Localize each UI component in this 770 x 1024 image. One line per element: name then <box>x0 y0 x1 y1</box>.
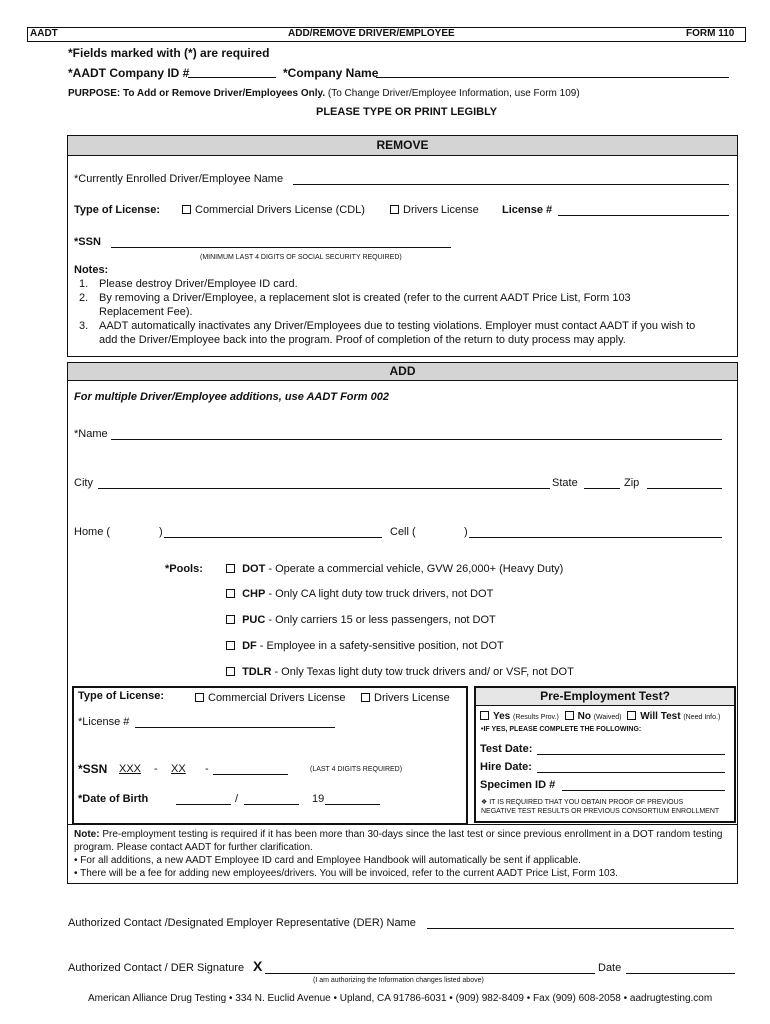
remove-dl-option[interactable] <box>390 204 479 216</box>
pool-tdlr-option[interactable] <box>226 666 574 678</box>
signature-date-field[interactable] <box>626 973 735 974</box>
proof-note-2: NEGATIVE TEST RESULTS OR PREVIOUS CONSORTIUM ENROLLMENT <box>481 808 720 815</box>
state-label: State <box>552 477 578 489</box>
city-label: City <box>74 477 93 489</box>
footer-address: American Alliance Drug Testing • 334 N. Euclid Avenue • Upland, CA 91786-6031 • (909) 982-8409 • Fax (909) 608-2058 • aadrugtesting.com <box>88 993 713 1004</box>
remove-license-num-field[interactable] <box>558 215 729 216</box>
add-dl-option[interactable] <box>361 692 450 704</box>
enrolled-name-label: *Currently Enrolled Driver/Employee Name <box>74 173 284 185</box>
pre-yes-checkbox[interactable] <box>480 711 489 720</box>
add-license-type-label: Type of License: <box>78 690 164 702</box>
pool-puc-checkbox[interactable] <box>226 615 235 624</box>
company-id-field[interactable] <box>188 77 276 78</box>
footnote-note-bold: Note: <box>74 829 100 840</box>
test-date-label: Test Date: <box>480 743 533 755</box>
footnote-line-3: • For all additions, a new AADT Employee ID card and Employee Handbook will automatically be sent if applicable. <box>74 855 581 866</box>
remove-ssn-hint: (MINIMUM LAST 4 DIGITS OF SOCIAL SECURITY REQUIRED) <box>200 254 402 261</box>
pre-will-checkbox[interactable] <box>627 711 636 720</box>
add-cdl-label: Commercial Drivers License <box>208 692 346 704</box>
notes-title: Notes: <box>74 264 109 276</box>
proof-note-1: ❖ IT IS REQUIRED THAT YOU OBTAIN PROOF OF PREVIOUS <box>481 799 684 806</box>
home-phone-label: Home ( <box>74 526 111 538</box>
date-label: Date <box>598 962 622 974</box>
footnote-line-1-text: Pre-employment testing is required if it has been more than 30-days since the last test or since previous enrollment in a DOT random testing <box>99 829 723 840</box>
pre-will-hint: (Need Info.) <box>683 714 721 721</box>
pool-df-option[interactable] <box>226 640 504 652</box>
footnote-line-2: program. Please contact AADT for further clarification. <box>74 842 313 853</box>
enrolled-name-field[interactable] <box>293 184 729 185</box>
cell-phone-label: Cell ( <box>390 526 416 538</box>
pool-puc-desc: - Only carriers 15 or less passengers, not DOT <box>265 614 496 626</box>
add-cdl-checkbox[interactable] <box>195 693 204 702</box>
add-dl-checkbox[interactable] <box>361 693 370 702</box>
home-phone-close: ) <box>159 526 163 538</box>
legibly-note: PLEASE TYPE OR PRINT LEGIBLY <box>316 106 498 118</box>
pre-test-options <box>480 711 720 722</box>
pool-puc-code: PUC <box>242 614 266 626</box>
required-note: *Fields marked with (*) are required <box>68 46 270 60</box>
hire-date-label: Hire Date: <box>480 761 532 773</box>
add-ssn-dash-2: - <box>205 763 209 775</box>
remove-ssn-field[interactable] <box>111 247 451 248</box>
pool-chp-code: CHP <box>242 588 266 600</box>
signature-label: Authorized Contact / DER Signature <box>68 962 245 974</box>
test-date-field[interactable] <box>537 754 725 755</box>
pre-yes-label: Yes <box>493 711 511 722</box>
specimen-id-label: Specimen ID # <box>480 779 556 791</box>
add-name-label: *Name <box>74 428 108 440</box>
purpose-bold: PURPOSE: To Add or Remove Driver/Employees Only. <box>68 88 326 99</box>
home-phone-field[interactable] <box>164 537 382 538</box>
add-license-num-label: *License # <box>78 716 130 728</box>
pool-chp-desc: - Only CA light duty tow truck drivers, not DOT <box>265 588 494 600</box>
note-3-num: 3. <box>79 320 89 332</box>
specimen-id-field[interactable] <box>562 790 725 791</box>
note-2-text-cont: Replacement Fee). <box>99 306 193 318</box>
remove-cdl-checkbox[interactable] <box>182 205 191 214</box>
pre-employment-header: Pre-Employment Test? <box>476 688 734 706</box>
company-name-label: *Company Name <box>283 66 379 80</box>
add-name-field[interactable] <box>111 439 722 440</box>
footnote-divider <box>68 824 737 825</box>
note-2-text: By removing a Driver/Employee, a replacement slot is created (refer to the current AADT Price List, Form 103 <box>99 292 631 304</box>
zip-label: Zip <box>624 477 640 489</box>
add-dl-label: Drivers License <box>374 692 450 704</box>
pool-dot-checkbox[interactable] <box>226 564 235 573</box>
pool-tdlr-code: TDLR <box>242 666 272 678</box>
pool-tdlr-desc: - Only Texas light duty tow truck drivers and/ or VSF, not DOT <box>271 666 574 678</box>
dob-month-field[interactable] <box>176 804 231 805</box>
add-ssn-last4-field[interactable] <box>213 774 288 775</box>
pool-chp-checkbox[interactable] <box>226 589 235 598</box>
pool-chp-option[interactable] <box>226 588 493 600</box>
pool-tdlr-checkbox[interactable] <box>226 667 235 676</box>
note-2-num: 2. <box>79 292 89 304</box>
remove-dl-checkbox[interactable] <box>390 205 399 214</box>
remove-cdl-option[interactable] <box>182 204 365 216</box>
pre-no-checkbox[interactable] <box>565 711 574 720</box>
note-1-num: 1. <box>79 278 89 290</box>
purpose-rest: (To Change Driver/Employee Information, use Form 109) <box>327 88 580 99</box>
state-field[interactable] <box>584 488 620 489</box>
remove-header: REMOVE <box>68 136 737 156</box>
pre-no-hint: (Waived) <box>593 714 622 721</box>
pool-puc-option[interactable] <box>226 614 496 626</box>
pool-df-checkbox[interactable] <box>226 641 235 650</box>
add-ssn-xx: XX <box>171 763 186 775</box>
dob-century: 19 <box>312 793 325 805</box>
dob-slash: / <box>235 793 239 805</box>
remove-license-type-label: Type of License: <box>74 204 160 216</box>
pool-dot-desc: - Operate a commercial vehicle, GVW 26,000+ (Heavy Duty) <box>265 563 564 575</box>
remove-dl-label: Drivers License <box>403 204 479 216</box>
company-id-label: *AADT Company ID # <box>68 66 190 80</box>
footnote-line-1 <box>74 829 722 840</box>
pool-df-desc: - Employee in a safety-sensitive position, not DOT <box>256 640 504 652</box>
header-left: AADT <box>30 28 58 39</box>
der-name-label: Authorized Contact /Designated Employer Representative (DER) Name <box>68 917 416 929</box>
header-title: ADD/REMOVE DRIVER/EMPLOYEE <box>288 28 455 39</box>
remove-cdl-label: Commercial Drivers License (CDL) <box>195 204 365 216</box>
footnote-line-4: • There will be a fee for adding new employees/drivers. You will be invoiced, refer to the current AADT Price List, Form 103. <box>74 868 618 879</box>
note-3-text: AADT automatically inactivates any Driver/Employees due to testing violations. Employer must contact AADT if you wish to <box>99 320 696 332</box>
pre-if-yes-note: •IF YES, PLEASE COMPLETE THE FOLLOWING: <box>481 726 642 733</box>
note-3-text-cont: add the Driver/Employee back into the program. Proof of completion of the return to duty process may apply. <box>99 334 626 346</box>
hire-date-field[interactable] <box>537 772 725 773</box>
pools-label: *Pools: <box>165 563 203 575</box>
der-name-field[interactable] <box>427 928 734 929</box>
pool-dot-code: DOT <box>242 563 266 575</box>
city-field[interactable] <box>98 488 550 489</box>
add-ssn-dash-1: - <box>154 763 158 775</box>
remove-license-num-label: License # <box>502 204 553 216</box>
note-1-text: Please destroy Driver/Employee ID card. <box>99 278 298 290</box>
add-header: ADD <box>68 363 737 381</box>
header-form-number: FORM 110 <box>686 28 735 39</box>
zip-field[interactable] <box>647 488 722 489</box>
dob-day-field[interactable] <box>244 804 299 805</box>
pre-yes-hint: (Results Prov.) <box>513 714 559 721</box>
add-ssn-xxx: XXX <box>119 763 142 775</box>
dob-year-field[interactable] <box>325 804 380 805</box>
add-ssn-label: *SSN <box>78 762 108 776</box>
pre-no-label: No <box>577 711 591 722</box>
add-license-num-field[interactable] <box>135 727 335 728</box>
cell-phone-close: ) <box>464 526 468 538</box>
signature-x: X <box>253 958 263 974</box>
multi-add-note: For multiple Driver/Employee additions, use AADT Form 002 <box>74 391 389 403</box>
add-ssn-hint: (LAST 4 DIGITS REQUIRED) <box>310 766 403 773</box>
cell-phone-field[interactable] <box>469 537 722 538</box>
pool-df-code: DF <box>242 640 257 652</box>
signature-field[interactable] <box>265 973 595 974</box>
purpose-text <box>68 88 580 99</box>
pool-dot-option[interactable] <box>226 563 563 575</box>
remove-ssn-label: *SSN <box>74 236 101 248</box>
add-cdl-option[interactable] <box>195 692 346 704</box>
company-name-field[interactable] <box>376 77 729 78</box>
pre-will-label: Will Test <box>640 711 681 722</box>
dob-label: *Date of Birth <box>78 793 149 805</box>
signature-hint: (I am authorizing the Information changes listed above) <box>313 977 484 984</box>
